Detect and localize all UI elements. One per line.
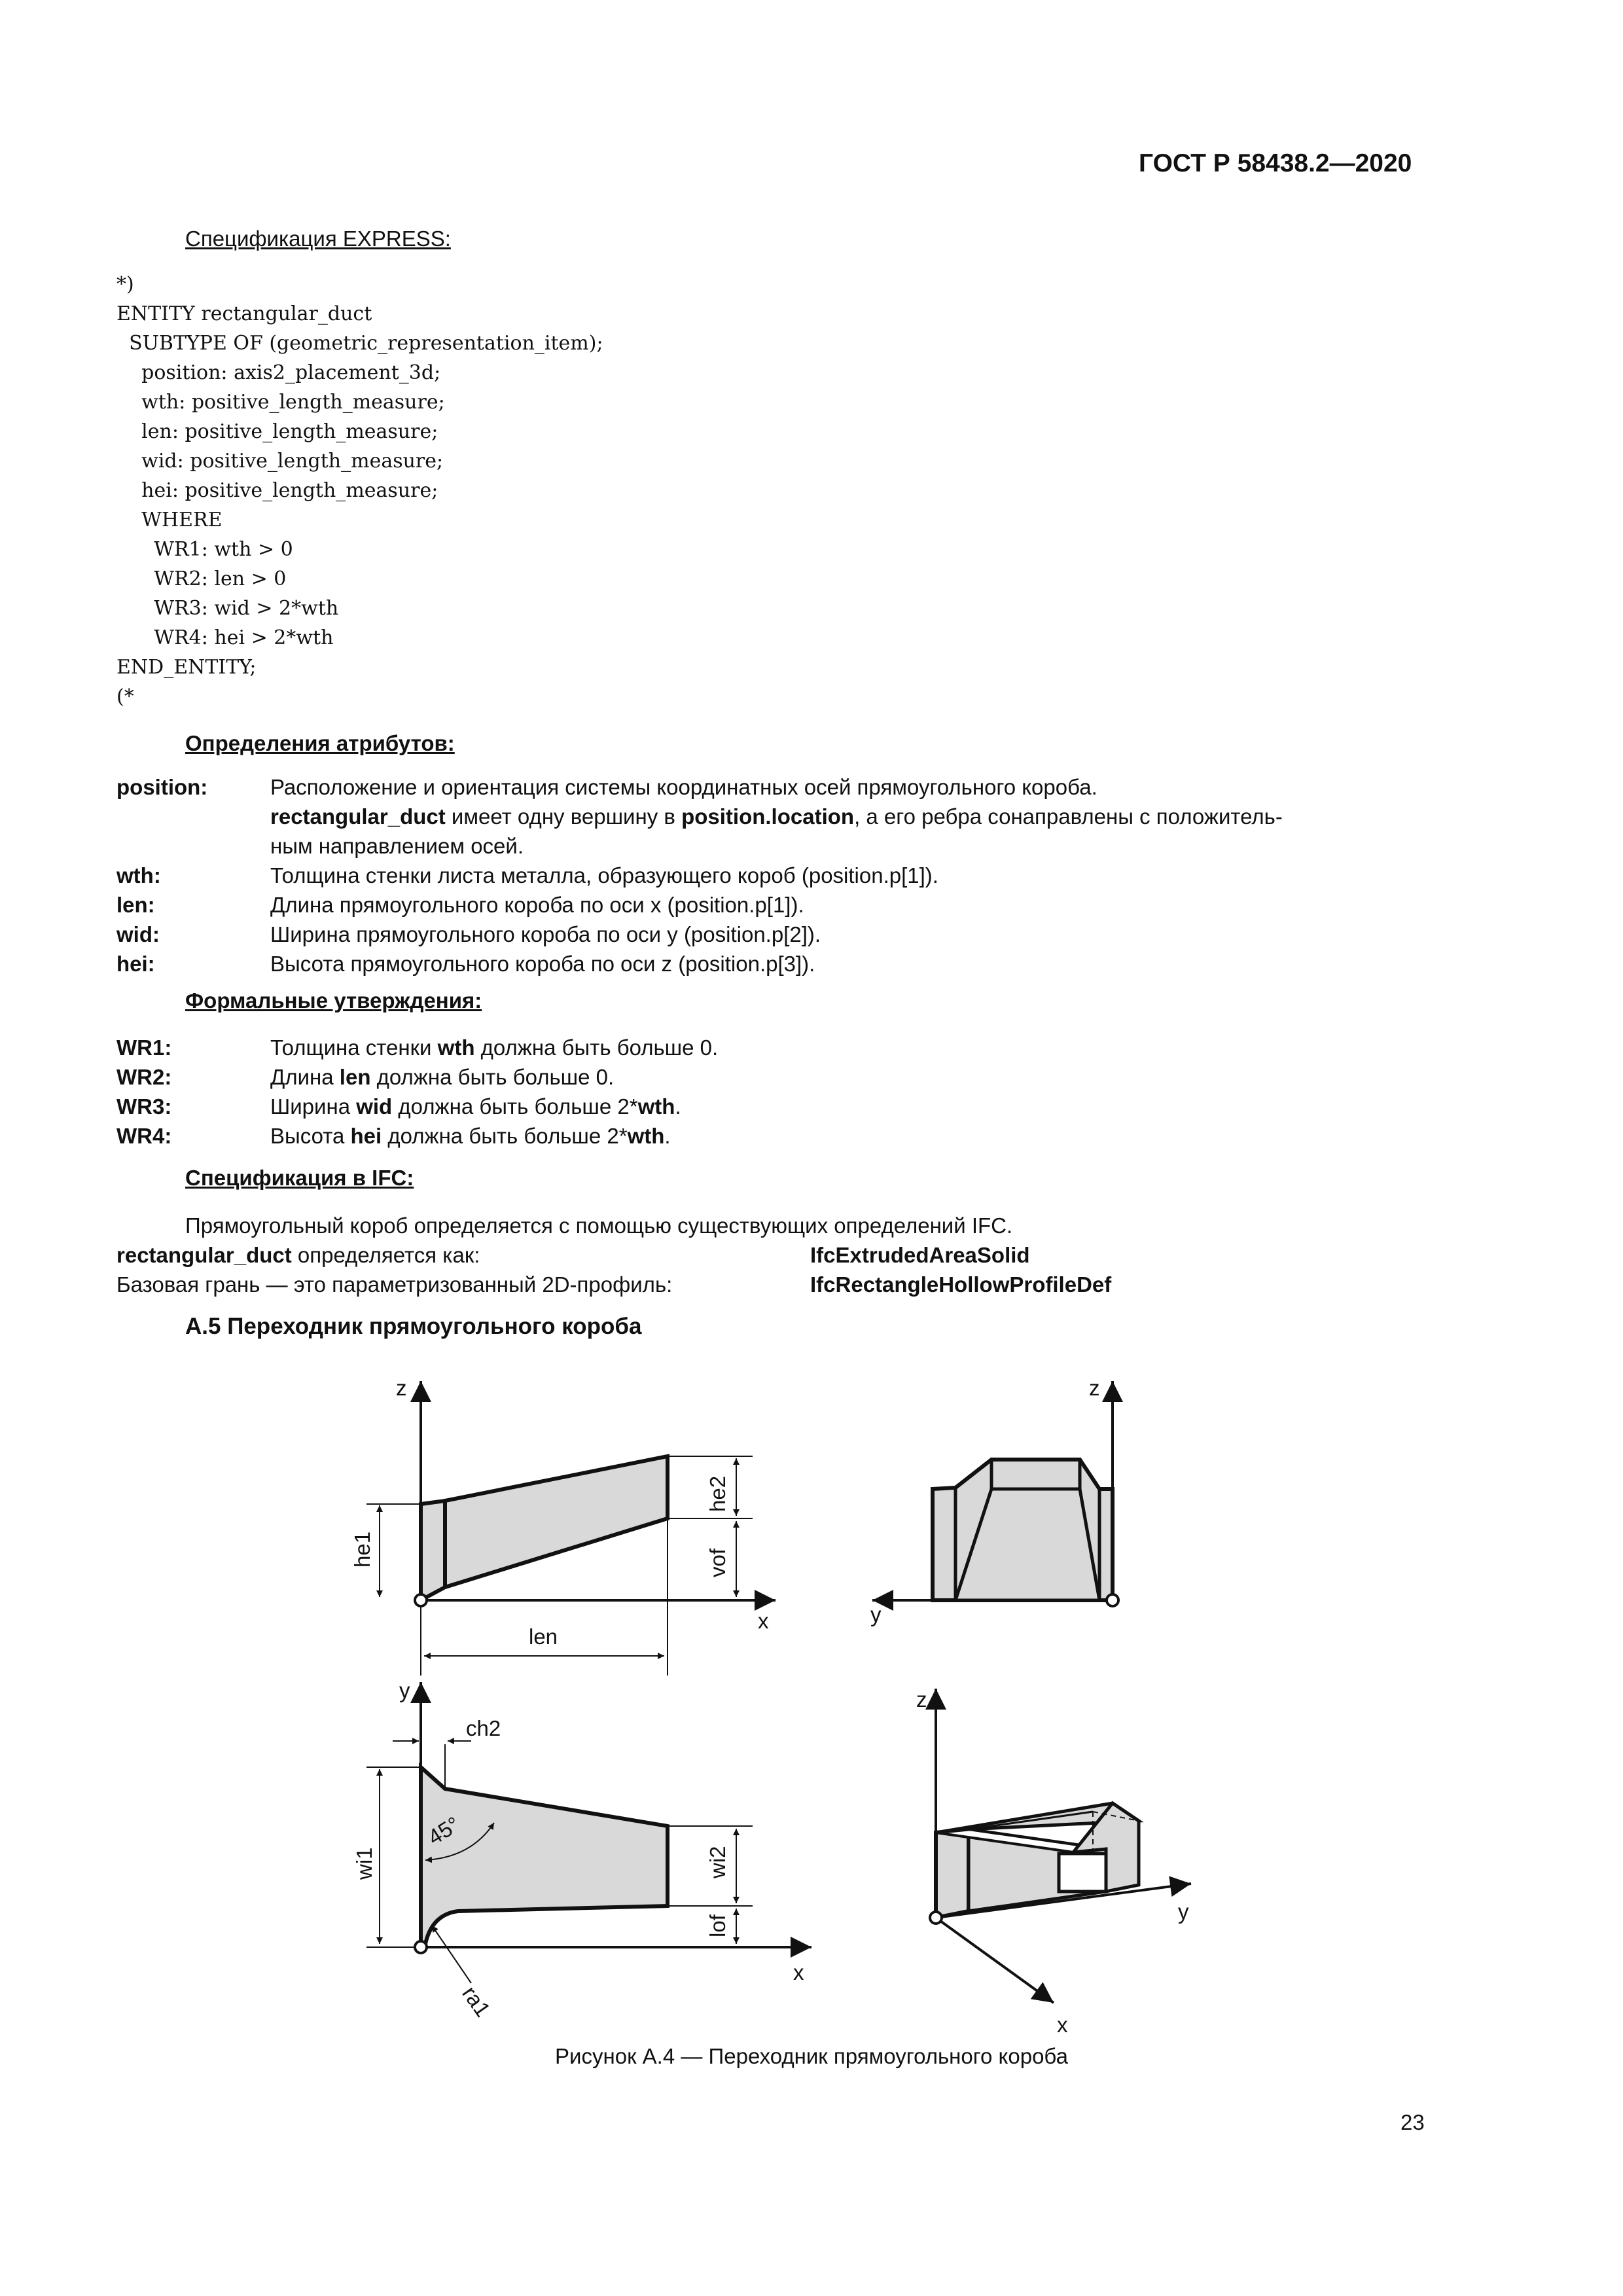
- express-code-block: [116, 270, 603, 711]
- code-line: *): [116, 273, 134, 296]
- ifc-row-1: rectangular_duct определяется как:: [116, 1243, 480, 1267]
- attribute-position: [0, 772, 1623, 802]
- he2-label: he2: [705, 1475, 730, 1512]
- attribute-row: wth: Толщина стенки листа металла, образующего короб (position.p[1]).: [116, 863, 938, 888]
- ifc-row-2: Базовая грань — это параметризованный 2D-профиль:: [116, 1272, 673, 1297]
- code-line: wid: positive_length_measure;: [116, 450, 444, 473]
- bold-term: rectangular_duct: [270, 804, 446, 829]
- x-axis: [936, 1918, 1054, 2003]
- y-axis-label: y: [1178, 1899, 1189, 1924]
- figure-caption: Рисунок A.4 — Переходник прямоугольного короба: [555, 2044, 1068, 2068]
- ch2-label: ch2: [466, 1716, 501, 1740]
- attributes-heading: Определения атрибутов:: [185, 731, 455, 755]
- front-view: [870, 1376, 1118, 1626]
- page-number: 23: [1400, 2110, 1425, 2134]
- attribute-row: len: Длина прямоугольного короба по оси x (position.p[1]).: [116, 893, 804, 917]
- attribute-term: position:: [116, 775, 208, 799]
- code-line: END_ENTITY;: [116, 656, 257, 679]
- rule-row: WR2: Длина len должна быть больше 0.: [116, 1065, 615, 1089]
- attribute-row: hei: Высота прямоугольного короба по оси z (position.p[3]).: [116, 952, 815, 976]
- origin-point: [930, 1912, 942, 1924]
- attribute-position-line2: rectangular_duct имеет одну вершину в position.location, а его ребра сонаправлены с положитель-: [270, 804, 1283, 829]
- he1-label: he1: [350, 1531, 374, 1568]
- y-axis-label: y: [399, 1678, 410, 1702]
- rules-list: [0, 1033, 1623, 1151]
- ra1-leader: [432, 1926, 471, 1983]
- plan-view: [352, 1678, 812, 2021]
- x-axis-label: x: [793, 1960, 804, 1984]
- attribute-definition: Расположение и ориентация системы координатных осей прямоугольного короба.: [270, 775, 1097, 799]
- angle-label: 45°: [423, 1812, 465, 1850]
- origin-point: [415, 1594, 427, 1606]
- y-axis-label: y: [870, 1602, 882, 1626]
- rule-row: WR1: Толщина стенки wth должна быть больше 0.: [116, 1035, 719, 1060]
- len-label: len: [529, 1624, 558, 1649]
- code-line: (*: [116, 685, 134, 708]
- rule-row: WR4: Высота hei должна быть больше 2*wth.: [116, 1124, 671, 1148]
- vof-label: vof: [705, 1548, 730, 1577]
- isometric-view: [916, 1687, 1191, 2037]
- section-title: A.5 Переходник прямоугольного короба: [185, 1314, 642, 1339]
- code-line: ENTITY rectangular_duct: [116, 302, 372, 325]
- duct-plan-face: [421, 1767, 668, 1947]
- rules-heading: Формальные утверждения:: [185, 988, 482, 1013]
- wi1-label: wi1: [352, 1847, 376, 1880]
- attribute-position-line3: ным направлением осей.: [270, 834, 524, 858]
- duct-side-face: [445, 1456, 668, 1587]
- ifc-value-2: IfcRectangleHollowProfileDef: [810, 1272, 1112, 1297]
- code-line: WHERE: [116, 509, 223, 531]
- x-axis-label: x: [758, 1609, 769, 1633]
- attribute-list: [0, 861, 1623, 978]
- code-line: position: axis2_placement_3d;: [116, 361, 441, 384]
- code-line: SUBTYPE OF (geometric_representation_item);: [116, 332, 603, 355]
- code-line: wth: positive_length_measure;: [116, 391, 445, 414]
- wi2-label: wi2: [705, 1846, 730, 1878]
- origin-point: [415, 1941, 427, 1953]
- z-axis-label: z: [1089, 1376, 1100, 1400]
- code-line: hei: positive_length_measure;: [116, 479, 438, 502]
- duct-flange: [421, 1501, 445, 1600]
- code-line: WR4: hei > 2*wth: [116, 626, 334, 649]
- ifc-heading: Спецификация в IFC:: [185, 1166, 414, 1190]
- x-axis-label: x: [1057, 2013, 1068, 2037]
- ifc-value-1: IfcExtrudedAreaSolid: [810, 1243, 1030, 1267]
- z-axis-label: z: [916, 1687, 927, 1712]
- code-line: WR3: wid > 2*wth: [116, 597, 339, 620]
- ifc-intro: Прямоугольный короб определяется с помощью существующих определений IFC.: [185, 1213, 1013, 1238]
- code-line: len: positive_length_measure;: [116, 420, 438, 443]
- document-header: ГОСТ Р 58438.2—2020: [1139, 149, 1412, 177]
- express-heading: Спецификация EXPRESS:: [185, 226, 451, 251]
- ra1-label: ra1: [457, 1981, 495, 2022]
- bold-term: position.location: [681, 804, 855, 829]
- attribute-row: wid: Ширина прямоугольного короба по оси y (position.p[2]).: [116, 922, 821, 946]
- rule-row: WR3: Ширина wid должна быть больше 2*wth.: [116, 1094, 681, 1119]
- duct-transition-figure: [0, 1348, 1623, 2042]
- z-axis-label: z: [396, 1376, 407, 1400]
- code-line: WR1: wth > 0: [116, 538, 293, 561]
- code-line: WR2: len > 0: [116, 567, 287, 590]
- origin-point: [1107, 1594, 1118, 1606]
- side-view: [350, 1376, 776, 1676]
- lof-label: lof: [705, 1914, 730, 1937]
